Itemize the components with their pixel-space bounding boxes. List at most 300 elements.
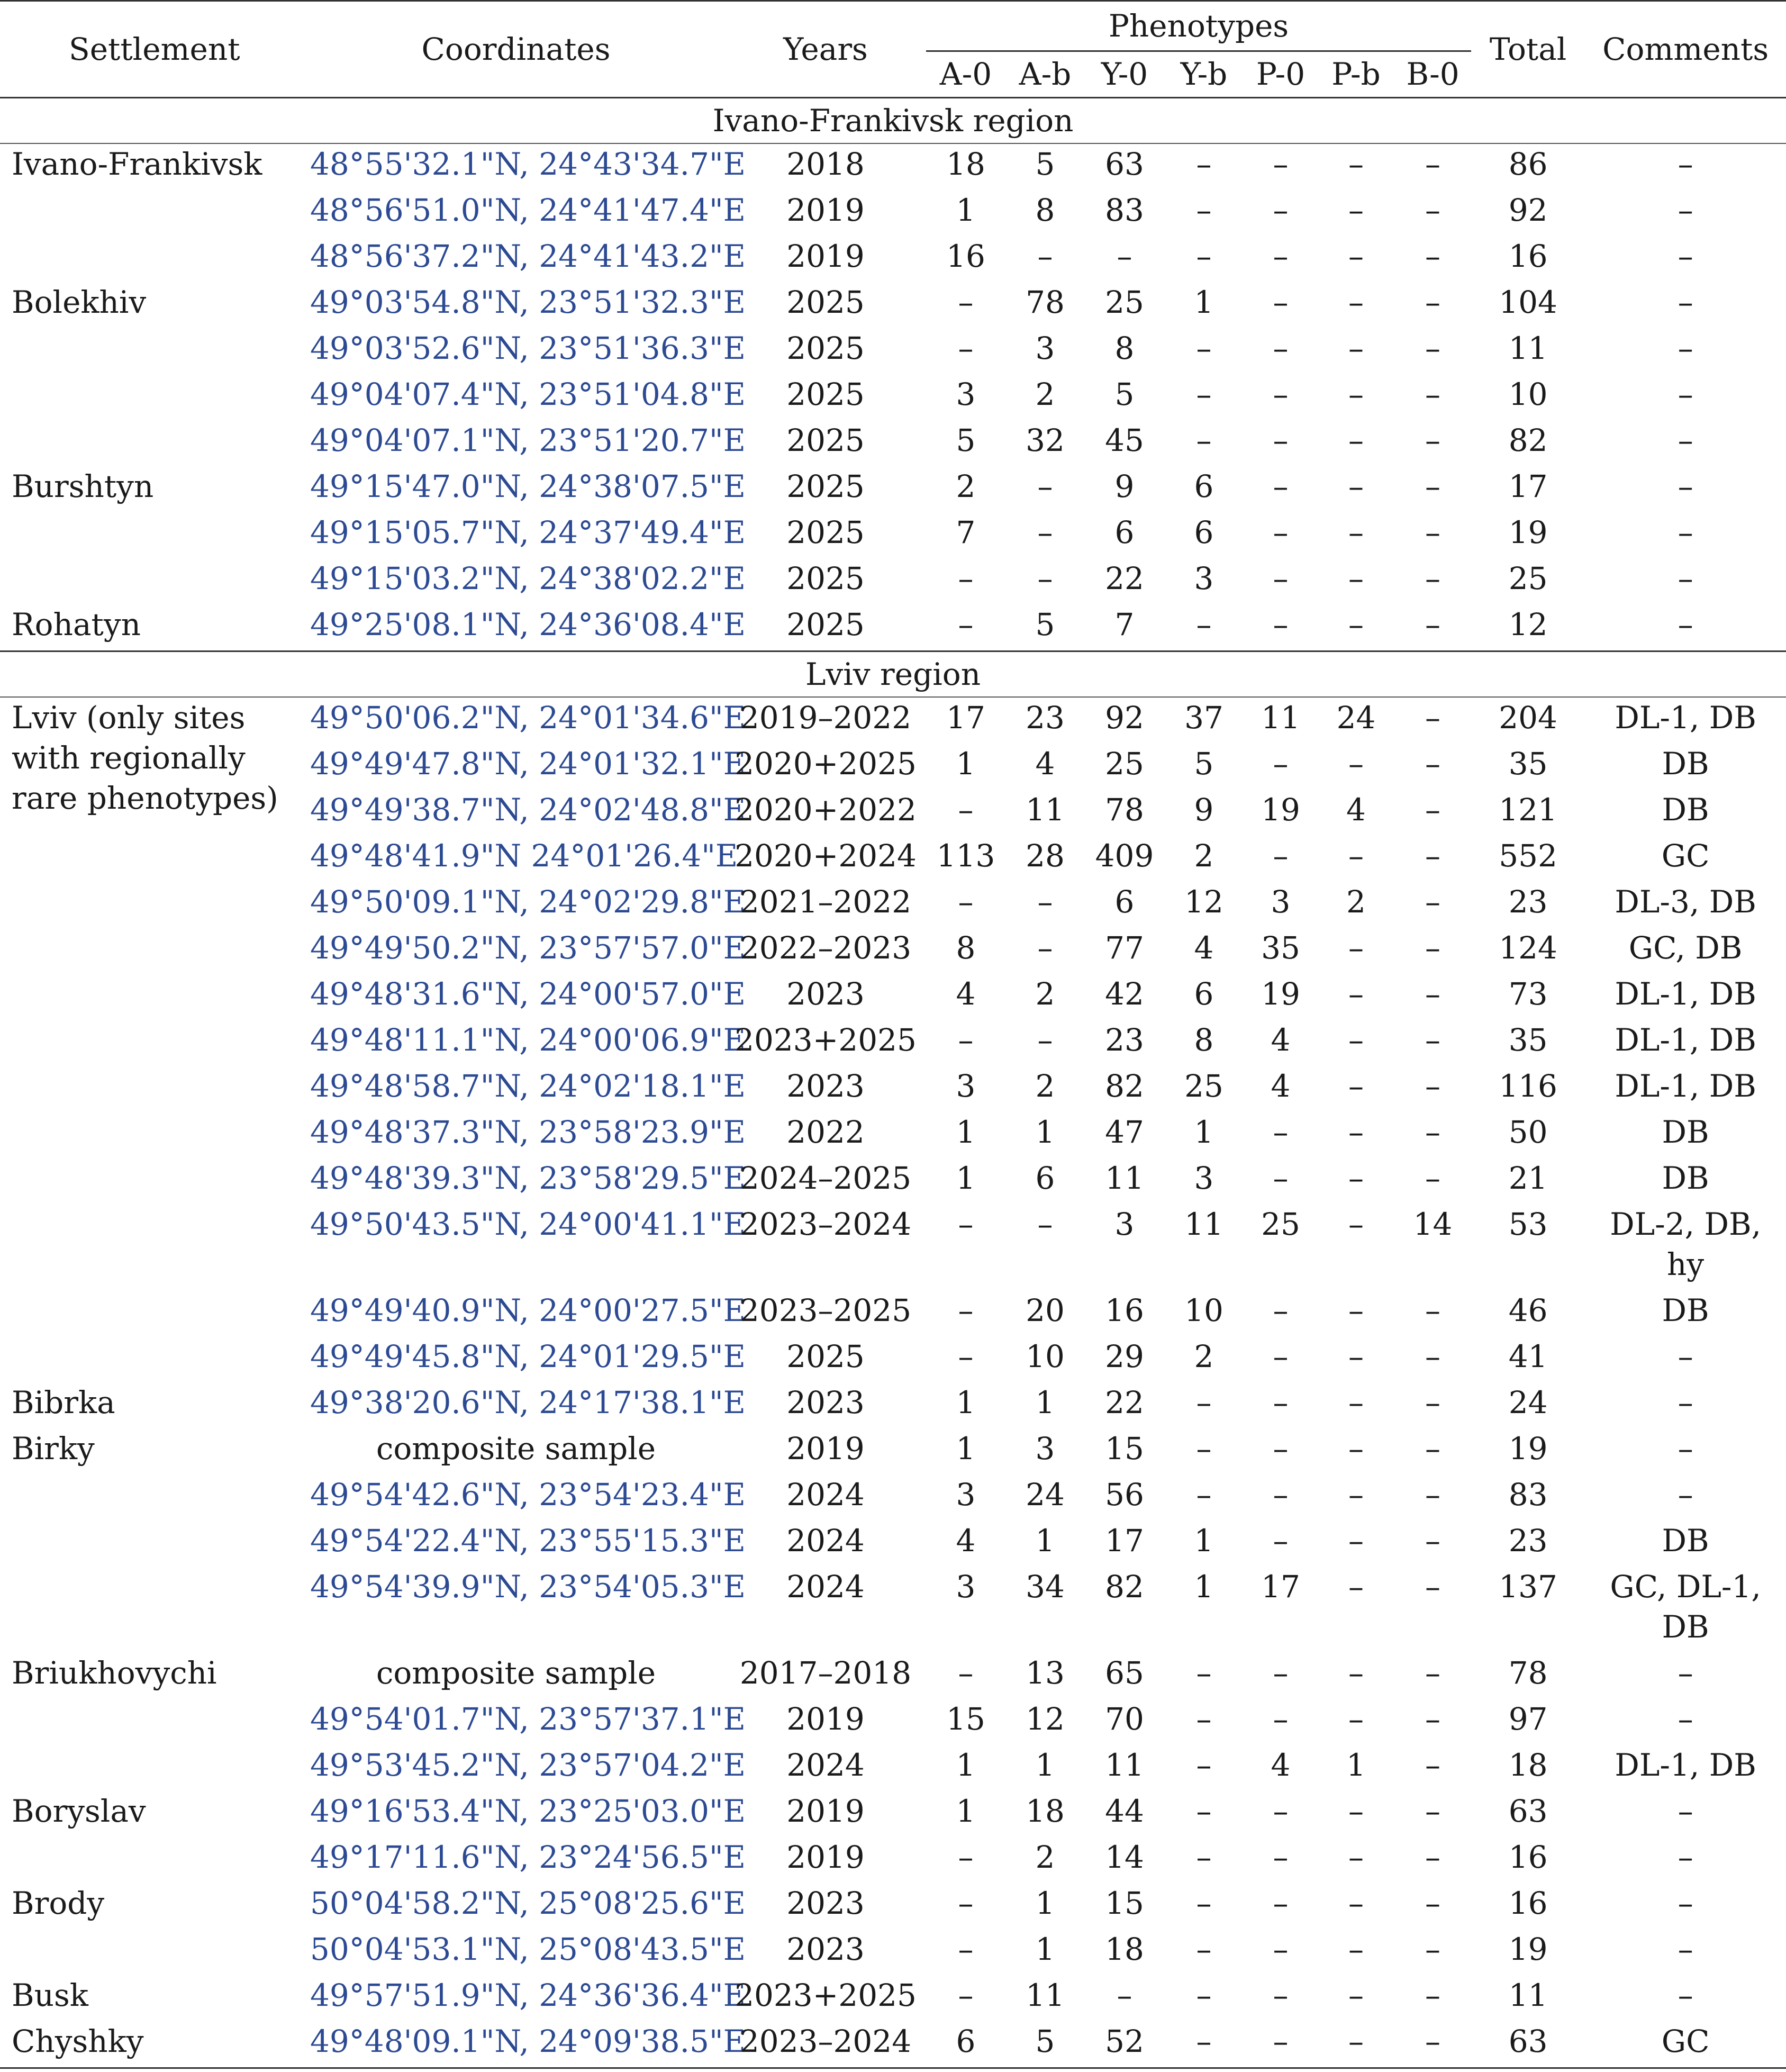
phenotype-count-p-0: – [1273, 1701, 1289, 1737]
years-cell: 2020+2025 [735, 746, 917, 782]
phenotype-count-p-b: – [1348, 468, 1364, 504]
years-cell: 2024 [786, 1523, 865, 1559]
total-cell: 86 [1508, 146, 1548, 182]
phenotype-count-y-0: 5 [1114, 376, 1135, 412]
phenotype-count-p-0: 3 [1271, 884, 1291, 920]
phenotype-count-p-0: – [1273, 1523, 1289, 1559]
comments-cell: DB [1662, 792, 1709, 828]
phenotype-count-a-0: 1 [956, 1385, 976, 1420]
phenotype-count-p-0: – [1273, 746, 1289, 782]
table-row [0, 1791, 1786, 1837]
comments-cell: DB [1662, 1160, 1709, 1196]
phenotype-count-y-b: – [1196, 1701, 1212, 1737]
header-phenotype-a-0: A-0 [926, 51, 1005, 98]
coordinates-cell: 49°15'47.0"N, 24°38'07.5"E [310, 468, 746, 504]
phenotype-count-a-0: – [958, 1839, 974, 1875]
settlement-cell [0, 1290, 307, 1336]
years-cell: 2017–2018 [739, 1655, 912, 1691]
phenotype-count-p-b: – [1348, 1839, 1364, 1875]
settlement-cell [0, 512, 307, 558]
phenotype-count-a-0: 1 [956, 1747, 976, 1783]
phenotype-count-y-b: 10 [1184, 1292, 1223, 1328]
table-row [0, 1204, 1786, 1290]
phenotype-count-y-0: 29 [1105, 1338, 1144, 1374]
comments-cell: DL-1, DB [1615, 1747, 1756, 1783]
phenotype-count-a-b: 11 [1026, 1977, 1065, 2013]
coordinates-cell: 49°48'37.3"N, 23°58'23.9"E [310, 1114, 746, 1150]
total-cell: 41 [1508, 1338, 1548, 1374]
phenotype-count-p-b: – [1348, 1206, 1364, 1242]
years-cell: 2023–2025 [739, 1292, 912, 1328]
years-cell: 2025 [786, 1338, 865, 1374]
phenotype-count-y-b: 3 [1194, 1160, 1214, 1196]
phenotype-count-y-0: 22 [1105, 560, 1144, 596]
table-row [0, 1382, 1786, 1428]
phenotype-count-b-0: – [1425, 700, 1441, 736]
table-row [0, 328, 1786, 374]
phenotype-count-p-b: – [1348, 1338, 1364, 1374]
phenotype-count-p-b: 1 [1346, 1747, 1366, 1783]
settlement-cell [0, 236, 307, 282]
settlement-cell [0, 1204, 307, 1290]
coordinates-cell: 48°56'37.2"N, 24°41'43.2"E [310, 238, 746, 274]
settlement-cell [0, 882, 307, 928]
phenotype-count-a-0: 3 [956, 1569, 976, 1605]
phenotype-count-b-0: – [1425, 1885, 1441, 1921]
phenotype-count-y-0: 23 [1105, 1022, 1144, 1058]
phenotype-count-b-0: – [1425, 1385, 1441, 1420]
phenotype-count-b-0: – [1425, 1793, 1441, 1829]
phenotype-count-p-b: – [1348, 1431, 1364, 1467]
years-cell: 2025 [786, 560, 865, 596]
total-cell: 63 [1471, 2021, 1585, 2068]
coordinates-cell: 49°16'53.4"N, 23°25'03.0"E [310, 1793, 746, 1829]
settlement-cell [0, 420, 307, 466]
phenotype-count-b-0: – [1425, 976, 1441, 1012]
phenotype-count-p-b: – [1348, 284, 1364, 320]
phenotype-count-a-b: 2 [1035, 976, 1055, 1012]
phenotype-count-y-0: 44 [1105, 1793, 1144, 1829]
phenotype-count-y-b: – [1196, 1977, 1212, 2013]
comments-cell: DL-2, DB, hy [1610, 1206, 1762, 1282]
phenotype-count-y-b: – [1196, 192, 1212, 228]
years-cell: 2025 [786, 607, 865, 643]
coordinates-cell: 49°48'11.1"N, 24°00'06.9"E [310, 1022, 746, 1058]
settlement-cell: Bibrka [12, 1385, 115, 1420]
settlement-cell [0, 1336, 307, 1382]
total-cell: 78 [1508, 1655, 1548, 1691]
phenotype-count-b-0: – [1425, 1747, 1441, 1783]
phenotype-count-y-0: 6 [1114, 884, 1135, 920]
phenotype-count-b-0: – [1425, 376, 1441, 412]
phenotype-count-p-0: 17 [1261, 1569, 1300, 1605]
phenotype-count-a-0: 1 [956, 746, 976, 782]
phenotype-count-b-0: – [1425, 1655, 1441, 1691]
phenotype-count-p-0: – [1273, 1793, 1289, 1829]
phenotype-count-p-b: 4 [1346, 792, 1366, 828]
settlement-cell: Rohatyn [12, 607, 141, 643]
phenotype-count-p-0: – [1273, 422, 1289, 458]
coordinates-cell: 49°49'50.2"N, 23°57'57.0"E [310, 930, 746, 966]
phenotype-count-y-b: – [1196, 1885, 1212, 1921]
comments-cell: DL-1, DB [1615, 976, 1756, 1012]
phenotype-count-y-0: 16 [1105, 1292, 1144, 1328]
coordinates-cell: composite sample [376, 1431, 656, 1467]
phenotype-count-b-0: 14 [1413, 1206, 1453, 1242]
settlement-cell: Chyshky [0, 2021, 307, 2068]
settlement-cell: Burshtyn [12, 468, 154, 504]
phenotype-count-a-b: 20 [1026, 1292, 1065, 1328]
phenotype-count-p-b: – [1348, 1885, 1364, 1921]
total-cell: 97 [1508, 1701, 1548, 1737]
comments-cell: – [1678, 607, 1693, 643]
total-cell: 12 [1508, 607, 1548, 643]
phenotype-count-y-b: 1 [1194, 1523, 1214, 1559]
phenotype-count-y-b: 4 [1194, 930, 1214, 966]
phenotype-count-b-0: – [1425, 330, 1441, 366]
total-cell: 124 [1499, 930, 1557, 966]
comments-cell: – [1678, 1931, 1693, 1967]
comments-cell: DB [1662, 1292, 1709, 1328]
phenotype-count-y-0: 8 [1114, 330, 1135, 366]
total-cell: 11 [1508, 1977, 1548, 2013]
phenotype-count-p-0: – [1273, 1839, 1289, 1875]
settlement-cell [0, 1567, 307, 1653]
phenotype-count-a-b: 3 [1035, 1431, 1055, 1467]
phenotype-count-p-b: – [1348, 1655, 1364, 1691]
comments-cell: GC [1585, 2021, 1786, 2068]
settlement-cell [0, 1745, 307, 1791]
years-cell: 2023 [786, 1885, 865, 1921]
table-row [0, 1474, 1786, 1521]
coordinates-cell: 49°15'05.7"N, 24°37'49.4"E [310, 514, 746, 550]
coordinates-cell: 49°04'07.1"N, 23°51'20.7"E [310, 422, 746, 458]
phenotype-count-a-0: – [958, 284, 974, 320]
phenotype-count-b-0: – [1425, 1022, 1441, 1058]
settlement-cell [0, 328, 307, 374]
total-cell: 19 [1508, 514, 1548, 550]
table-row [0, 1428, 1786, 1474]
phenotype-count-p-0: – [1273, 1885, 1289, 1921]
phenotype-count-b-0: – [1425, 1839, 1441, 1875]
settlement-cell [0, 1112, 307, 1158]
phenotype-count-p-0: – [1273, 1977, 1289, 2013]
phenotype-count-p-b: 24 [1336, 700, 1376, 736]
phenotype-count-b-0: – [1425, 1431, 1441, 1467]
phenotype-count-p-b: – [1348, 422, 1364, 458]
total-cell: 23 [1508, 1523, 1548, 1559]
phenotype-count-y-b: 12 [1184, 884, 1223, 920]
total-cell: 104 [1499, 284, 1557, 320]
coordinates-cell: 49°17'11.6"N, 23°24'56.5"E [310, 1839, 746, 1875]
phenotype-count-p-b: – [1348, 930, 1364, 966]
years-cell: 2025 [786, 422, 865, 458]
total-cell: 204 [1499, 700, 1557, 736]
total-cell: 92 [1508, 192, 1548, 228]
phenotype-count-a-b: 18 [1026, 1793, 1065, 1829]
table-row [0, 282, 1786, 328]
coordinates-cell: 49°04'07.4"N, 23°51'04.8"E [310, 376, 746, 412]
header-phenotype-b-0: B-0 [1394, 51, 1471, 98]
phenotype-count-y-0: 11 [1105, 1747, 1144, 1783]
phenotype-count-a-0: 1 [956, 192, 976, 228]
coordinates-cell: 49°25'08.1"N, 24°36'08.4"E [310, 607, 746, 643]
coordinates-cell: 50°04'58.2"N, 25°08'25.6"E [310, 1885, 746, 1921]
phenotype-count-b-0: – [1425, 607, 1441, 643]
phenotype-count-p-b: – [1348, 976, 1364, 1012]
phenotype-count-b-0: – [1425, 1977, 1441, 2013]
coordinates-cell: 49°03'54.8"N, 23°51'32.3"E [310, 284, 746, 320]
phenotype-count-p-b: – [1348, 238, 1364, 274]
phenotype-count-b-0: – [1425, 1701, 1441, 1737]
phenotype-count-p-0: – [1273, 1431, 1289, 1467]
years-cell: 2019 [786, 238, 865, 274]
phenotype-count-a-b: 6 [1035, 1160, 1055, 1196]
settlement-cell [0, 697, 307, 816]
years-cell: 2025 [786, 376, 865, 412]
phenotype-count-a-0: 4 [956, 976, 976, 1012]
phenotype-count-y-b: 1 [1194, 1569, 1214, 1605]
phenotype-count-a-0: – [958, 1292, 974, 1328]
settlement-cell [0, 190, 307, 236]
header-phenotype-y-b: Y-b [1164, 51, 1244, 98]
phenotype-count-y-0: 56 [1105, 1477, 1144, 1513]
phenotype-count-a-0: – [958, 1931, 974, 1967]
settlement-cell [0, 974, 307, 1020]
phenotype-count-y-0: 63 [1105, 146, 1144, 182]
phenotype-count-y-b: 11 [1184, 1206, 1223, 1242]
phenotype-count-a-b: – [1037, 560, 1053, 596]
table-row [0, 1745, 1786, 1791]
table-row [0, 882, 1786, 928]
comments-cell: DB [1662, 1523, 1709, 1559]
total-cell: 16 [1508, 1839, 1548, 1875]
phenotype-count-a-0: 18 [946, 146, 985, 182]
table-row [0, 1521, 1786, 1567]
phenotype-count-a-b: 1 [1035, 1885, 1055, 1921]
phenotype-count-b-0: – [1425, 1068, 1441, 1104]
years-cell: 2023 [786, 1385, 865, 1420]
phenotype-count-a-b: 34 [1026, 1569, 1065, 1605]
coordinates-cell: 49°48'39.3"N, 23°58'29.5"E [310, 1160, 746, 1196]
phenotype-count-a-b: 2 [1035, 1068, 1055, 1104]
coordinates-cell: 49°50'43.5"N, 24°00'41.1"E [310, 1206, 746, 1242]
phenotype-count-p-b: – [1348, 1977, 1364, 2013]
phenotype-count-b-0: – [1425, 146, 1441, 182]
years-cell: 2025 [786, 284, 865, 320]
phenotype-count-y-b: 2 [1194, 1338, 1214, 1374]
phenotype-count-a-b: 3 [1035, 330, 1055, 366]
phenotype-count-b-0: – [1425, 1338, 1441, 1374]
comments-cell: – [1678, 1839, 1693, 1875]
phenotype-count-p-0: – [1273, 468, 1289, 504]
phenotype-count-p-0: 25 [1261, 1206, 1300, 1242]
coordinates-cell: 49°15'03.2"N, 24°38'02.2"E [310, 560, 746, 596]
total-cell: 19 [1508, 1431, 1548, 1467]
table-row [0, 1066, 1786, 1112]
phenotype-count-a-0: – [958, 792, 974, 828]
phenotype-count-y-0: 52 [1085, 2021, 1164, 2068]
table-body [0, 98, 1786, 2068]
phenotype-count-a-b: 5 [1035, 607, 1055, 643]
phenotype-count-a-0: 2 [956, 468, 976, 504]
phenotype-count-y-0: 83 [1105, 192, 1144, 228]
phenotype-count-a-b: 23 [1026, 700, 1065, 736]
years-cell: 2022–2023 [739, 930, 912, 966]
phenotype-count-p-0: – [1273, 607, 1289, 643]
phenotype-count-p-0: 4 [1271, 1747, 1291, 1783]
phenotype-count-a-0: 7 [956, 514, 976, 550]
table-row [0, 1336, 1786, 1382]
phenotype-count-p-b: – [1348, 560, 1364, 596]
phenotype-count-a-0: 1 [956, 1793, 976, 1829]
comments-cell: – [1678, 1885, 1693, 1921]
phenotype-count-b-0: – [1425, 560, 1441, 596]
settlement-cell [0, 558, 307, 604]
comments-cell: – [1678, 376, 1693, 412]
phenotype-count-b-0: – [1425, 422, 1441, 458]
phenotype-count-b-0: – [1425, 1477, 1441, 1513]
phenotype-count-a-0: 6 [926, 2021, 1005, 2068]
phenotype-count-a-b: 24 [1026, 1477, 1065, 1513]
coordinates-cell: 50°04'53.1"N, 25°08'43.5"E [310, 1931, 746, 1967]
phenotype-count-a-b: 2 [1035, 376, 1055, 412]
phenotype-count-a-b: 4 [1035, 746, 1055, 782]
phenotype-count-p-0: – [1273, 1160, 1289, 1196]
total-cell: 82 [1508, 422, 1548, 458]
table-row [0, 1837, 1786, 1883]
phenotype-count-b-0: – [1425, 1569, 1441, 1605]
coordinates-cell: 49°50'06.2"N, 24°01'34.6"E [310, 700, 746, 736]
phenotype-count-y-b: 5 [1194, 746, 1214, 782]
phenotype-count-b-0: – [1425, 746, 1441, 782]
header-phenotype-p-0: P-0 [1244, 51, 1318, 98]
phenotype-count-y-b: – [1196, 146, 1212, 182]
phenotype-count-p-0: – [1273, 1292, 1289, 1328]
table-row [0, 374, 1786, 420]
phenotype-count-p-b: – [1348, 1793, 1364, 1829]
phenotype-count-y-b: 3 [1194, 560, 1214, 596]
phenotype-count-y-0: 17 [1105, 1523, 1144, 1559]
phenotype-count-y-b: – [1196, 1431, 1212, 1467]
coordinates-cell: 49°49'38.7"N, 24°02'48.8"E [310, 792, 746, 828]
phenotype-count-p-b: – [1348, 192, 1364, 228]
settlement-cell: Briukhovychi [12, 1655, 217, 1691]
coordinates-cell: 49°38'20.6"N, 24°17'38.1"E [310, 1385, 746, 1420]
phenotype-count-a-0: – [958, 1977, 974, 2013]
phenotype-count-a-0: – [958, 1655, 974, 1691]
phenotype-count-a-b: 28 [1026, 838, 1065, 874]
phenotype-count-y-b: 8 [1194, 1022, 1214, 1058]
settlement-cell: Ivano-Frankivsk [12, 146, 262, 182]
phenotype-count-y-b: 25 [1184, 1068, 1223, 1104]
phenotype-count-p-0: – [1244, 2021, 1318, 2068]
settlement-cell [0, 1699, 307, 1745]
coordinates-cell: 49°54'42.6"N, 23°54'23.4"E [310, 1477, 746, 1513]
phenotype-count-y-0: 70 [1105, 1701, 1144, 1737]
years-cell: 2019 [786, 1839, 865, 1875]
coordinates-cell: 49°48'58.7"N, 24°02'18.1"E [310, 1068, 746, 1104]
table-row [0, 1929, 1786, 1975]
phenotype-count-p-b: – [1348, 746, 1364, 782]
comments-cell: – [1678, 514, 1693, 550]
years-cell: 2024 [786, 1477, 865, 1513]
phenotype-count-p-0: – [1273, 376, 1289, 412]
phenotype-count-a-b: – [1037, 884, 1053, 920]
settlement-cell [0, 1837, 307, 1883]
phenotype-count-y-b: – [1196, 1477, 1212, 1513]
phenotype-count-y-0: 25 [1105, 746, 1144, 782]
years-cell: 2023+2025 [735, 1022, 917, 1058]
years-cell: 2025 [786, 330, 865, 366]
phenotype-count-y-0: 92 [1105, 700, 1144, 736]
comments-cell: DB [1662, 1114, 1709, 1150]
phenotype-count-y-b: 6 [1194, 514, 1214, 550]
years-cell: 2023 [786, 1931, 865, 1967]
phenotype-count-p-0: – [1273, 1655, 1289, 1691]
total-cell: 137 [1499, 1569, 1557, 1605]
table-row [0, 1699, 1786, 1745]
settlement-cell [0, 928, 307, 974]
phenotype-count-p-0: – [1273, 1385, 1289, 1420]
header-years: Years [725, 1, 926, 98]
phenotype-count-a-b: 11 [1026, 792, 1065, 828]
phenotype-count-a-b: 12 [1026, 1701, 1065, 1737]
phenotype-count-p-0: 11 [1261, 700, 1300, 736]
coordinates-cell: 49°54'39.9"N, 23°54'05.3"E [310, 1569, 746, 1605]
phenotype-count-p-b: – [1348, 330, 1364, 366]
phenotype-count-a-b: – [1037, 930, 1053, 966]
coordinates-cell: 49°49'40.9"N, 24°00'27.5"E [310, 1292, 746, 1328]
total-cell: 116 [1499, 1068, 1557, 1104]
phenotype-count-a-0: 16 [946, 238, 985, 274]
phenotype-count-y-b: 9 [1194, 792, 1214, 828]
comments-cell: – [1678, 238, 1693, 274]
phenotype-count-y-b: – [1196, 238, 1212, 274]
phenotype-count-a-b: 1 [1035, 1747, 1055, 1783]
phenotype-count-b-0: – [1425, 1114, 1441, 1150]
phenotype-count-b-0: – [1425, 468, 1441, 504]
phenotype-count-y-b: – [1196, 1839, 1212, 1875]
table-header [0, 1, 1786, 98]
years-cell: 2018 [786, 146, 865, 182]
table-row [0, 928, 1786, 974]
phenotype-count-y-b: – [1196, 1655, 1212, 1691]
comments-cell: – [1678, 468, 1693, 504]
table-row [0, 1653, 1786, 1699]
phenotype-count-p-0: 4 [1271, 1022, 1291, 1058]
phenotype-count-a-0: – [958, 607, 974, 643]
phenotype-count-y-b: – [1164, 2021, 1244, 2068]
coordinates-cell: 49°54'22.4"N, 23°55'15.3"E [310, 1523, 746, 1559]
phenotype-count-p-0: – [1273, 330, 1289, 366]
comments-cell: – [1678, 1477, 1693, 1513]
phenotype-count-a-b: 5 [1035, 146, 1055, 182]
settlement-cell [0, 836, 307, 882]
region-heading: Lviv region [0, 652, 1786, 698]
years-cell: 2025 [786, 468, 865, 504]
comments-cell: GC, DB [1628, 930, 1743, 966]
phenotype-count-a-0: 8 [956, 930, 976, 966]
phenotype-count-p-b: – [1348, 838, 1364, 874]
phenotype-count-b-0: – [1394, 2021, 1471, 2068]
years-cell: 2023 [786, 1068, 865, 1104]
phenotype-count-p-0: 4 [1271, 1068, 1291, 1104]
table-row [0, 558, 1786, 604]
table-row [0, 697, 1786, 744]
phenotype-count-p-0: – [1273, 192, 1289, 228]
phenotype-count-p-0: – [1273, 1338, 1289, 1374]
